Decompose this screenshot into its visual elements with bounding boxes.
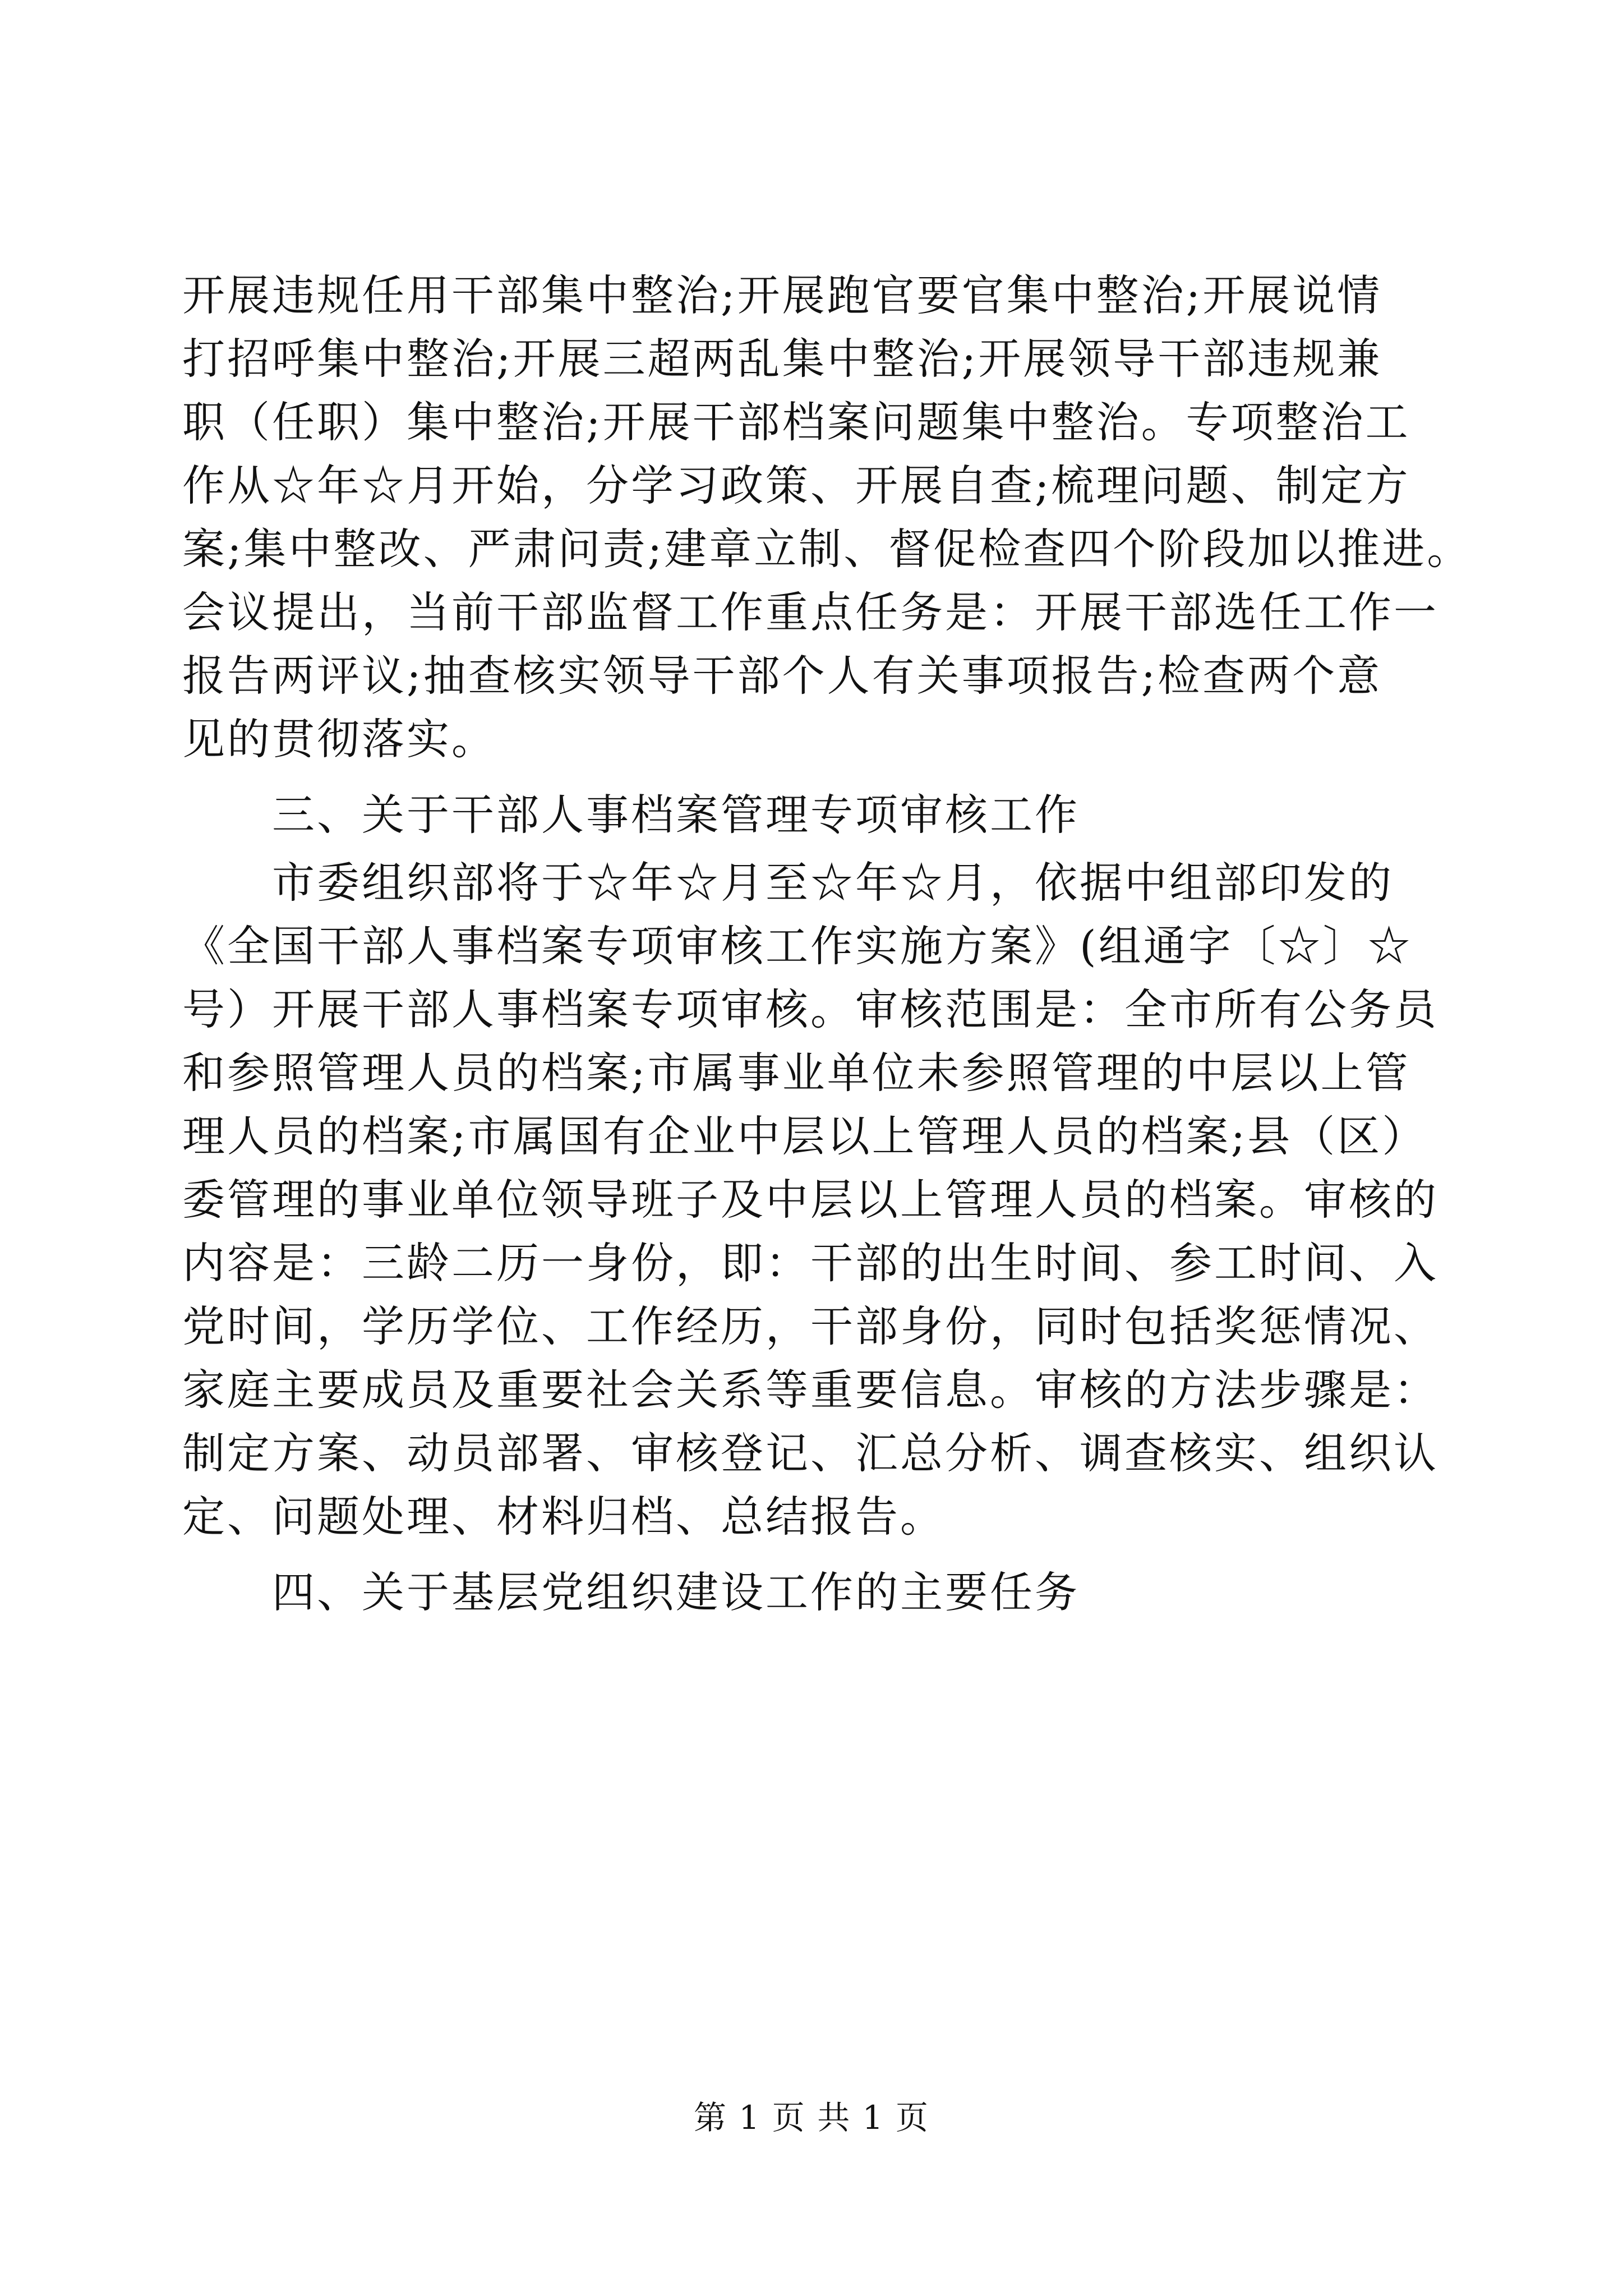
page-footer (0, 2098, 1623, 2137)
text-line: 党时间，学历学位、工作经历，干部身份，同时包括奖惩情况、 (182, 1301, 1438, 1351)
document-body (182, 264, 1472, 1624)
text-line: 开展违规任用干部集中整治;开展跑官要官集中整治;开展说情 (182, 270, 1382, 320)
text-line: 定、问题处理、材料归档、总结报告。 (182, 1492, 945, 1542)
paragraph-body (182, 264, 1472, 771)
text-line: 案;集中整改、严肃问责;建章立制、督促检查四个阶段加以推进。 (182, 524, 1472, 574)
heading-text: 三、关于干部人事档案管理专项审核工作 (182, 790, 1080, 840)
text-line: 委管理的事业单位领导班子及中层以上管理人员的档案。审核的 (182, 1175, 1438, 1225)
section-heading (182, 1561, 1444, 1624)
text-line: 制定方案、动员部署、审核登记、汇总分析、调查核实、组织认 (182, 1428, 1438, 1478)
text-line: 会议提出，当前干部监督工作重点任务是：开展干部选任工作一 (182, 587, 1438, 637)
text-line: 内容是：三龄二历一身份，即：干部的出生时间、参工时间、入 (182, 1238, 1438, 1288)
paragraph-body (182, 851, 1444, 1548)
text-line: 和参照管理人员的档案;市属事业单位未参照管理的中层以上管 (182, 1048, 1410, 1098)
text-line: 市委组织部将于☆年☆月至☆年☆月，依据中组部印发的 (182, 858, 1394, 908)
text-line: 家庭主要成员及重要社会关系等重要信息。审核的方法步骤是： (182, 1365, 1438, 1415)
text-line: 《全国干部人事档案专项审核工作实施方案》(组通字〔☆〕☆ (182, 921, 1413, 971)
text-line: 见的贯彻落实。 (182, 714, 496, 764)
text-line: 打招呼集中整治;开展三超两乱集中整治;开展领导干部违规兼 (182, 334, 1382, 384)
text-line: 作从☆年☆月开始，分学习政策、开展自查;梳理问题、制定方 (182, 461, 1410, 510)
text-line: 职（任职）集中整治;开展干部档案问题集中整治。专项整治工 (182, 397, 1410, 447)
text-line: 报告两评议;抽查核实领导干部个人有关事项报告;检查两个意 (182, 651, 1382, 701)
text-line: 理人员的档案;市属国有企业中层以上管理人员的档案;县（区） (182, 1111, 1427, 1161)
text-line: 号）开展干部人事档案专项审核。审核范围是：全市所有公务员 (182, 984, 1438, 1034)
page-number: 第 1 页 共 1 页 (694, 2099, 929, 2137)
heading-text: 四、关于基层党组织建设工作的主要任务 (182, 1567, 1080, 1617)
section-heading (182, 783, 1444, 846)
